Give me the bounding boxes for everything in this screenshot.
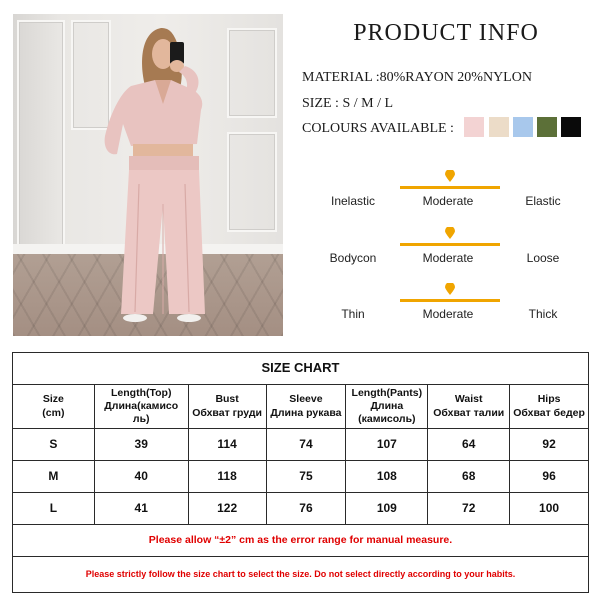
cell-hips: 92 <box>510 429 589 461</box>
location-marker-icon <box>445 227 455 239</box>
location-marker-icon <box>445 170 455 182</box>
scale-middle-label: Moderate <box>422 194 474 208</box>
cell-bust: 114 <box>188 429 266 461</box>
cell-size: M <box>13 461 95 493</box>
material-text: MATERIAL :80%RAYON 20%NYLON <box>302 70 532 85</box>
scale-middle-label: Moderate <box>422 307 474 321</box>
cell-size: L <box>13 493 95 525</box>
cell-hips: 96 <box>510 461 589 493</box>
size-chart-header-row <box>13 385 589 429</box>
model-figure <box>13 14 283 336</box>
location-marker-icon <box>445 283 455 295</box>
scale-right-label: Loose <box>526 251 560 265</box>
scale-left-label: Bodycon <box>329 251 377 265</box>
cell-waist: 68 <box>428 461 510 493</box>
size-text: SIZE : S / M / L <box>302 96 394 111</box>
scale-bar <box>400 299 500 302</box>
scale-left-label: Inelastic <box>330 194 376 208</box>
colour-swatch-green <box>537 117 557 137</box>
header-waist: Waist Обхват талии <box>428 385 510 429</box>
cell-hips: 100 <box>510 493 589 525</box>
colour-swatch-black <box>561 117 581 137</box>
fit-scale <box>306 233 590 283</box>
measure-note-row <box>13 525 589 557</box>
scale-bar <box>400 243 500 246</box>
header-length-pants: Length(Pants) Длина (камисоль) <box>346 385 428 429</box>
table-row <box>13 429 589 461</box>
cell-length-top: 41 <box>94 493 188 525</box>
header-length-top: Length(Top) Длина(камисо ль) <box>94 385 188 429</box>
header-sleeve: Sleeve Длина рукава <box>266 385 346 429</box>
cell-waist: 64 <box>428 429 510 461</box>
table-row <box>13 461 589 493</box>
colours-label: COLOURS AVAILABLE : <box>302 121 454 136</box>
product-info-title: PRODUCT INFO <box>353 20 539 46</box>
colour-swatch-pink <box>464 117 484 137</box>
header-hips: Hips Обхват бедер <box>510 385 589 429</box>
colour-swatch-beige <box>489 117 509 137</box>
product-photo <box>13 14 283 336</box>
cell-waist: 72 <box>428 493 510 525</box>
scale-right-label: Thick <box>528 307 558 321</box>
elasticity-scale <box>306 176 590 226</box>
header-bust: Bust Обхват груди <box>188 385 266 429</box>
scale-bar <box>400 186 500 189</box>
cell-length-pants: 108 <box>346 461 428 493</box>
scale-right-label: Elastic <box>525 194 561 208</box>
cell-sleeve: 76 <box>266 493 346 525</box>
cell-sleeve: 74 <box>266 429 346 461</box>
size-advice-row <box>13 557 589 593</box>
thickness-scale <box>306 289 590 339</box>
cell-length-top: 39 <box>94 429 188 461</box>
size-chart-table <box>12 352 589 593</box>
cell-bust: 118 <box>188 461 266 493</box>
cell-length-pants: 109 <box>346 493 428 525</box>
scale-middle-label: Moderate <box>422 251 474 265</box>
cell-bust: 122 <box>188 493 266 525</box>
size-advice-note: Please strictly follow the size chart to select the size. Do not select directly according to your habits. <box>13 557 589 593</box>
cell-length-pants: 107 <box>346 429 428 461</box>
cell-sleeve: 75 <box>266 461 346 493</box>
colour-swatch-blue <box>513 117 533 137</box>
scale-left-label: Thin <box>341 307 365 321</box>
measure-note: Please allow “±2” cm as the error range for manual measure. <box>13 525 589 557</box>
cell-length-top: 40 <box>94 461 188 493</box>
header-size: Size (cm) <box>13 385 95 429</box>
size-chart-title: SIZE CHART <box>13 353 589 385</box>
table-row <box>13 493 589 525</box>
cell-size: S <box>13 429 95 461</box>
